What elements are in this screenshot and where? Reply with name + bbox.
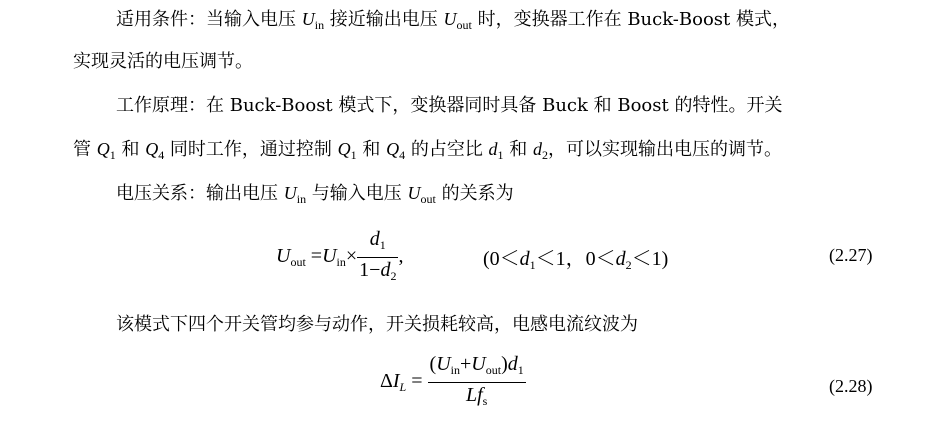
subscript: 1 bbox=[497, 148, 504, 162]
text: 适用条件：当输入电压 bbox=[116, 9, 302, 30]
text: 与输入电压 bbox=[306, 183, 408, 204]
subscript: s bbox=[482, 394, 488, 408]
text: 工作原理：在 Buck-Boost 模式下，变换器同时具备 Buck 和 Boost 的特性。开关 bbox=[116, 95, 783, 116]
text: (0＜ bbox=[483, 248, 520, 270]
subscript: in bbox=[450, 363, 460, 377]
minus-sign: − bbox=[369, 259, 381, 281]
comma: , bbox=[398, 245, 404, 268]
equals-sign: = bbox=[310, 245, 323, 268]
text: 的占空比 bbox=[405, 139, 489, 160]
paren-open: ( bbox=[429, 353, 437, 375]
subscript: 4 bbox=[399, 148, 406, 162]
symbol-d: d bbox=[488, 139, 498, 159]
equation-number-2-27: (2.27) bbox=[829, 245, 873, 265]
subscript: 1 bbox=[529, 258, 536, 272]
text: 实现灵活的电压调节。 bbox=[73, 51, 253, 72]
equation-2-27 bbox=[276, 228, 403, 287]
equation-number-2-28: (2.28) bbox=[829, 376, 873, 396]
fraction-bar bbox=[428, 382, 526, 383]
symbol-U: U bbox=[443, 9, 457, 29]
paragraph-1-line-2 bbox=[73, 50, 253, 74]
subscript: 1 bbox=[517, 363, 524, 377]
symbol-U: U bbox=[283, 183, 297, 203]
text: 接近输出电压 bbox=[324, 9, 444, 30]
equals-sign: = bbox=[411, 370, 423, 393]
symbol-U: U bbox=[276, 245, 291, 268]
symbol-d: d bbox=[533, 139, 542, 159]
subscript: 2 bbox=[625, 258, 632, 272]
symbol-Q: Q bbox=[96, 139, 110, 159]
subscript: out bbox=[456, 18, 472, 32]
symbol-U: U bbox=[471, 353, 486, 375]
paragraph-1-line-1 bbox=[116, 7, 790, 37]
fraction bbox=[428, 353, 526, 412]
paragraph-2-line-1 bbox=[116, 94, 782, 118]
symbol-d: d bbox=[380, 259, 391, 281]
text: ＜1，0＜ bbox=[535, 248, 616, 270]
equation-2-28 bbox=[380, 353, 526, 412]
symbol-f: f bbox=[477, 384, 483, 406]
paragraph-3 bbox=[116, 181, 514, 211]
symbol-Q: Q bbox=[386, 139, 400, 159]
text: 时，变换器工作在 Buck-Boost 模式， bbox=[471, 9, 790, 30]
symbol-U: U bbox=[407, 183, 421, 203]
subscript: in bbox=[296, 192, 307, 206]
fraction-bar bbox=[357, 257, 398, 258]
subscript: in bbox=[314, 18, 325, 32]
subscript: 2 bbox=[390, 269, 397, 283]
subscript: out bbox=[485, 363, 502, 377]
times-sign: × bbox=[345, 245, 358, 268]
subscript: L bbox=[399, 380, 407, 395]
fraction-numerator bbox=[357, 228, 398, 256]
paragraph-2-line-2 bbox=[73, 137, 782, 167]
subscript: 2 bbox=[542, 148, 548, 162]
text: 和 bbox=[503, 139, 533, 160]
text: 的关系为 bbox=[435, 183, 514, 204]
delta-sign: Δ bbox=[380, 370, 393, 393]
paren-close: ) bbox=[501, 353, 508, 375]
fraction-denominator bbox=[428, 384, 526, 412]
symbol-L: L bbox=[465, 384, 478, 406]
symbol-I: I bbox=[392, 370, 400, 393]
text: 该模式下四个开关管均参与动作，开关损耗较高，电感电流纹波为 bbox=[116, 314, 638, 335]
symbol-d: d bbox=[615, 248, 626, 270]
fraction bbox=[357, 228, 398, 287]
symbol-U: U bbox=[436, 353, 451, 375]
fraction-denominator bbox=[357, 259, 398, 287]
symbol-Q: Q bbox=[337, 139, 351, 159]
subscript: 1 bbox=[350, 148, 357, 162]
symbol-d: d bbox=[507, 353, 518, 375]
paragraph-4 bbox=[116, 313, 638, 337]
symbol-U: U bbox=[301, 9, 315, 29]
text: 电压关系：输出电压 bbox=[116, 183, 284, 204]
subscript: 4 bbox=[158, 148, 165, 162]
symbol-d: d bbox=[369, 228, 380, 250]
subscript: in bbox=[336, 255, 346, 270]
text: ＜1) bbox=[631, 248, 669, 270]
plus-sign: + bbox=[459, 353, 472, 375]
text: ，可以实现输出电压的调节。 bbox=[548, 139, 782, 160]
text: 和 bbox=[356, 139, 387, 160]
digit-one: 1 bbox=[359, 259, 370, 281]
subscript: 1 bbox=[109, 148, 116, 162]
subscript: out bbox=[420, 192, 436, 206]
equation-2-27-condition bbox=[483, 242, 668, 273]
symbol-Q: Q bbox=[145, 139, 159, 159]
fraction-numerator bbox=[428, 353, 526, 381]
symbol-U: U bbox=[322, 245, 337, 268]
text: 和 bbox=[115, 139, 146, 160]
subscript: out bbox=[290, 255, 306, 270]
symbol-d: d bbox=[519, 248, 530, 270]
text: 同时工作，通过控制 bbox=[164, 139, 338, 160]
subscript: 1 bbox=[379, 238, 386, 252]
text: 管 bbox=[73, 139, 97, 160]
